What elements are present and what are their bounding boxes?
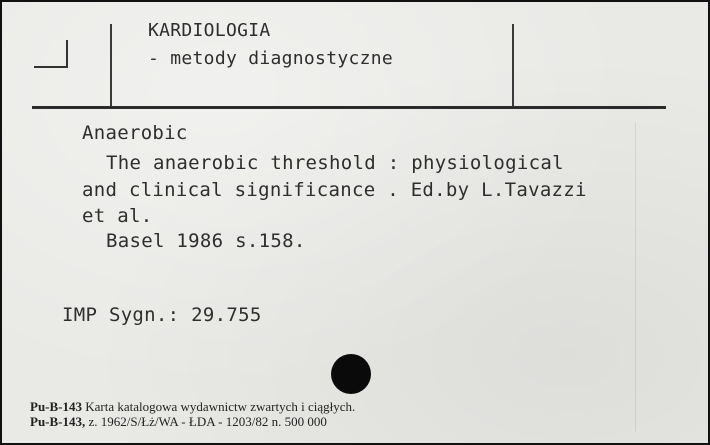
- entry-title-line-3: et al.: [82, 205, 153, 227]
- punch-hole: [331, 354, 371, 394]
- margin-guide-line: [635, 122, 636, 432]
- footer-line-2: [30, 414, 327, 430]
- header-right-rule: [512, 24, 514, 106]
- footer-text-1: Karta katalogowa wydawnictw zwartych i ciągłych.: [85, 399, 356, 414]
- footer-text-2: z. 1962/S/Łż/WA - ŁDA - 1203/82 n. 500 000: [88, 414, 327, 429]
- footer-code-1: Pu-B-143: [30, 399, 82, 414]
- corner-mark: [34, 40, 68, 68]
- footer-line-1: [30, 399, 355, 415]
- header-bottom-rule: [32, 106, 666, 109]
- header-left-rule: [110, 24, 112, 106]
- footer-code-2: Pu-B-143,: [30, 414, 86, 429]
- entry-title-line-2: and clinical significance . Ed.by L.Tavazzi: [82, 179, 587, 201]
- shelfmark: IMP Sygn.: 29.755: [62, 304, 262, 326]
- catalog-card: [2, 2, 708, 443]
- entry-imprint: Basel 1986 s.158.: [106, 230, 306, 252]
- subject-subheading: - metody diagnostyczne: [148, 48, 394, 69]
- entry-heading: Anaerobic: [82, 122, 188, 144]
- subject-heading: KARDIOLOGIA: [148, 20, 271, 41]
- entry-title-line-1: The anaerobic threshold : physiological: [106, 152, 564, 174]
